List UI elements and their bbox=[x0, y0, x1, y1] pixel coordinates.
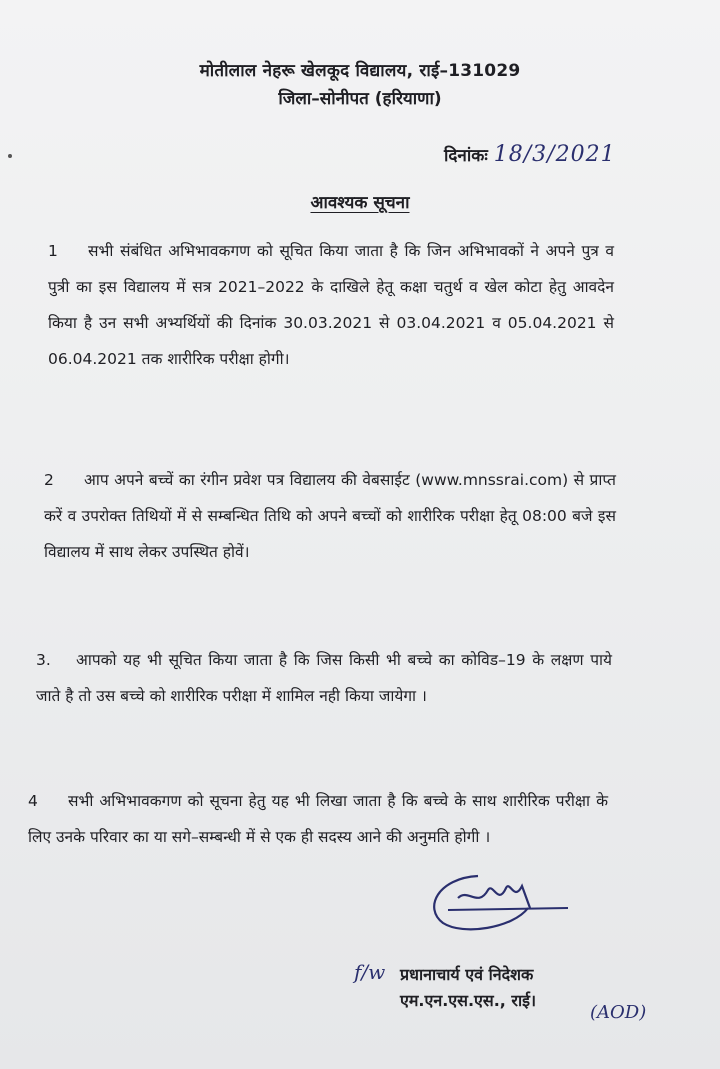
signatory-title: प्रधानाचार्य एवं निदेशक bbox=[400, 965, 534, 984]
paragraph-number: 2 bbox=[44, 471, 54, 489]
paragraph-1 bbox=[48, 233, 614, 377]
paragraph-2 bbox=[44, 462, 616, 570]
paragraph-text: आपको यह भी सूचित किया जाता है कि जिस किसी भी बच्चे का कोविड–19 के लक्षण पाये जाते है तो उस बच्चे को शारीरिक परीक्षा में शामिल नही किया जायेगा । bbox=[36, 651, 612, 705]
signatory-block bbox=[400, 962, 536, 1014]
paragraph-4 bbox=[28, 783, 608, 855]
date-value: 18/3/2021 bbox=[493, 142, 616, 167]
signature-prefix: f/w bbox=[354, 960, 386, 984]
letterhead bbox=[0, 58, 720, 109]
paragraph-3 bbox=[36, 642, 612, 714]
paragraph-text: आप अपने बच्चें का रंगीन प्रवेश पत्र विद्यालय की वेबसाईट (www.mnssrai.com) से प्राप्त करें व उपरोक्त तिथियों में से सम्बन्धित तिथि को अपने बच्चों को शारीरिक परीक्षा हेतू 08:00 बजे इस विद्यालय में साथ लेकर उपस्थित होवें। bbox=[44, 471, 616, 561]
notice-title bbox=[0, 190, 720, 213]
signature-note: (AOD) bbox=[590, 1002, 647, 1023]
paragraph-text: सभी संबंधित अभिभावकगण को सूचित किया जाता है कि जिन अभिभावकों ने अपने पुत्र व पुत्री का इस विद्यालय में सत्र 2021–2022 के दाखिले हेतू कक्षा चतुर्थ व खेल कोटा हेतु आवदेन किया है उन सभी अभ्यर्थियों की दिनांक 30.03.2021 से 03.04.2021 व 05.04.2021 से 06.04.2021 तक शारीरिक परीक्षा होगी। bbox=[48, 242, 614, 368]
paragraph-text: सभी अभिभावकगण को सूचना हेतु यह भी लिखा जाता है कि बच्चे के साथ शारीरिक परीक्षा के लिए उनके परिवार का या सगे–सम्बन्धी में से एक ही सदस्य आने की अनुमति होगी । bbox=[28, 792, 608, 846]
paragraph-number: 4 bbox=[28, 792, 38, 810]
paragraph-number: 1 bbox=[48, 242, 58, 260]
punch-mark bbox=[8, 154, 12, 158]
date-line bbox=[444, 142, 616, 167]
date-label: दिनांकः bbox=[444, 146, 488, 166]
school-name: मोतीलाल नेहरू खेलकूद विद्यालय, राई–131029 bbox=[199, 61, 521, 81]
school-district: जिला–सोनीपत (हरियाणा) bbox=[278, 89, 442, 109]
signatory-org: एम.एन.एस.एस., राई। bbox=[400, 991, 537, 1010]
paragraph-number: 3. bbox=[36, 651, 51, 669]
notice-title-text: आवश्यक सूचना bbox=[310, 193, 410, 213]
handwritten-signature bbox=[418, 868, 578, 938]
